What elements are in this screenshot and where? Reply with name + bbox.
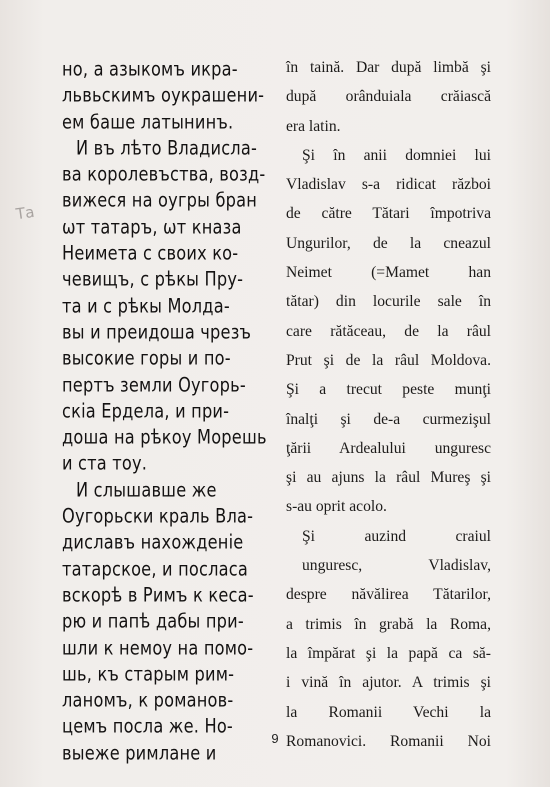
manuscript-line: Неимета с своих ко- bbox=[62, 242, 239, 265]
manuscript-line: скіа Ердела, и при- bbox=[62, 400, 230, 423]
manuscript-line: та и с рѣкы Молда- bbox=[62, 294, 230, 318]
manuscript-line: И въ лѣто Владисла- bbox=[76, 137, 258, 160]
translation-column bbox=[286, 53, 491, 756]
translation-line: Romanovici. Romanii Noi bbox=[286, 732, 491, 750]
translation-line: care rătăceau, de la râul bbox=[286, 322, 491, 340]
translation-line: în taină. Dar după limbă şi bbox=[286, 59, 491, 76]
translation-line: înalţi şi de-a curmezişul bbox=[286, 410, 491, 428]
manuscript-column bbox=[62, 56, 280, 766]
page-number: 9 bbox=[271, 731, 279, 746]
translation-line: Vladislav s-a ridicat război bbox=[286, 176, 491, 194]
manuscript-line: ѡт татаръ, ѡт кназа bbox=[62, 215, 242, 239]
manuscript-line: вижеся на оугры бран bbox=[62, 189, 258, 213]
manuscript-line: диславъ нахожденіе bbox=[62, 531, 244, 555]
translation-line: de către Tătari împotriva bbox=[286, 205, 491, 223]
manuscript-line: татарское, и посласа bbox=[62, 557, 248, 581]
translation-line: Prut şi de la râul Moldova. bbox=[286, 351, 491, 369]
translation-line: Neimet (=Mamet han bbox=[286, 264, 491, 282]
translation-line: şi au ajuns la râul Mureş şi bbox=[286, 469, 491, 487]
manuscript-line: высокие горы и по- bbox=[62, 347, 231, 371]
manuscript-line: цемъ посла же. Но- bbox=[62, 715, 233, 739]
translation-line: Ungurilor, de la cneazul bbox=[286, 234, 491, 252]
manuscript-line: и ста тоу. bbox=[62, 452, 148, 476]
translation-line: a trimis în grabă la Roma, bbox=[286, 615, 491, 633]
manuscript-line: шь, къ старым рим- bbox=[62, 662, 235, 686]
manuscript-line: И слышавше же bbox=[76, 478, 217, 502]
manuscript-line: ланомъ, к романов- bbox=[62, 689, 234, 712]
margin-annotation: Та bbox=[14, 202, 36, 224]
manuscript-line: выеже римлане и bbox=[62, 741, 217, 765]
manuscript-line: вскорѣ в Римъ к кеса- bbox=[62, 584, 254, 607]
manuscript-line: пертъ земли Оугорь- bbox=[62, 373, 246, 397]
manuscript-line: Оугорьски краль Вла- bbox=[62, 505, 254, 528]
translation-line: i vină în ajutor. A trimis şi bbox=[286, 674, 491, 692]
translation-line: la Romanii Vechi la bbox=[286, 703, 491, 721]
manuscript-line: ва королевъства, возд- bbox=[62, 163, 266, 187]
translation-line: despre năvălirea Tătarilor, bbox=[286, 586, 491, 604]
manuscript-line: шли к немоу на помо- bbox=[62, 636, 254, 660]
manuscript-line: вы и преидоша чрезъ bbox=[62, 321, 252, 344]
manuscript-line: рю и папѣ дабы при- bbox=[62, 610, 244, 634]
manuscript-line: ем баше латынинъ. bbox=[62, 110, 234, 134]
translation-line: unguresc, Vladislav, bbox=[302, 557, 491, 575]
manuscript-line: львьскимъ оукрашени- bbox=[62, 84, 265, 108]
translation-line: la împărat şi la papă ca să- bbox=[286, 644, 491, 662]
manuscript-line: но, а азыкомъ икра- bbox=[62, 58, 238, 81]
manuscript-line: доша на рѣкоу Морешь bbox=[62, 426, 267, 449]
translation-line: tătar) din locurile sale în bbox=[286, 293, 491, 311]
translation-line: s-au oprit acolo. bbox=[286, 498, 387, 516]
translation-line: ţării Ardealului unguresc bbox=[286, 439, 491, 457]
translation-line: era latin. bbox=[286, 117, 341, 135]
manuscript-line: чевищъ, с рѣкы Пру- bbox=[62, 268, 244, 292]
translation-line: Şi a trecut peste munţi bbox=[286, 381, 491, 399]
translation-line: Şi auzind craiul bbox=[302, 527, 491, 545]
translation-line: după orânduiala crăiască bbox=[286, 88, 491, 106]
translation-line: Şi în anii domniei lui bbox=[302, 146, 491, 164]
